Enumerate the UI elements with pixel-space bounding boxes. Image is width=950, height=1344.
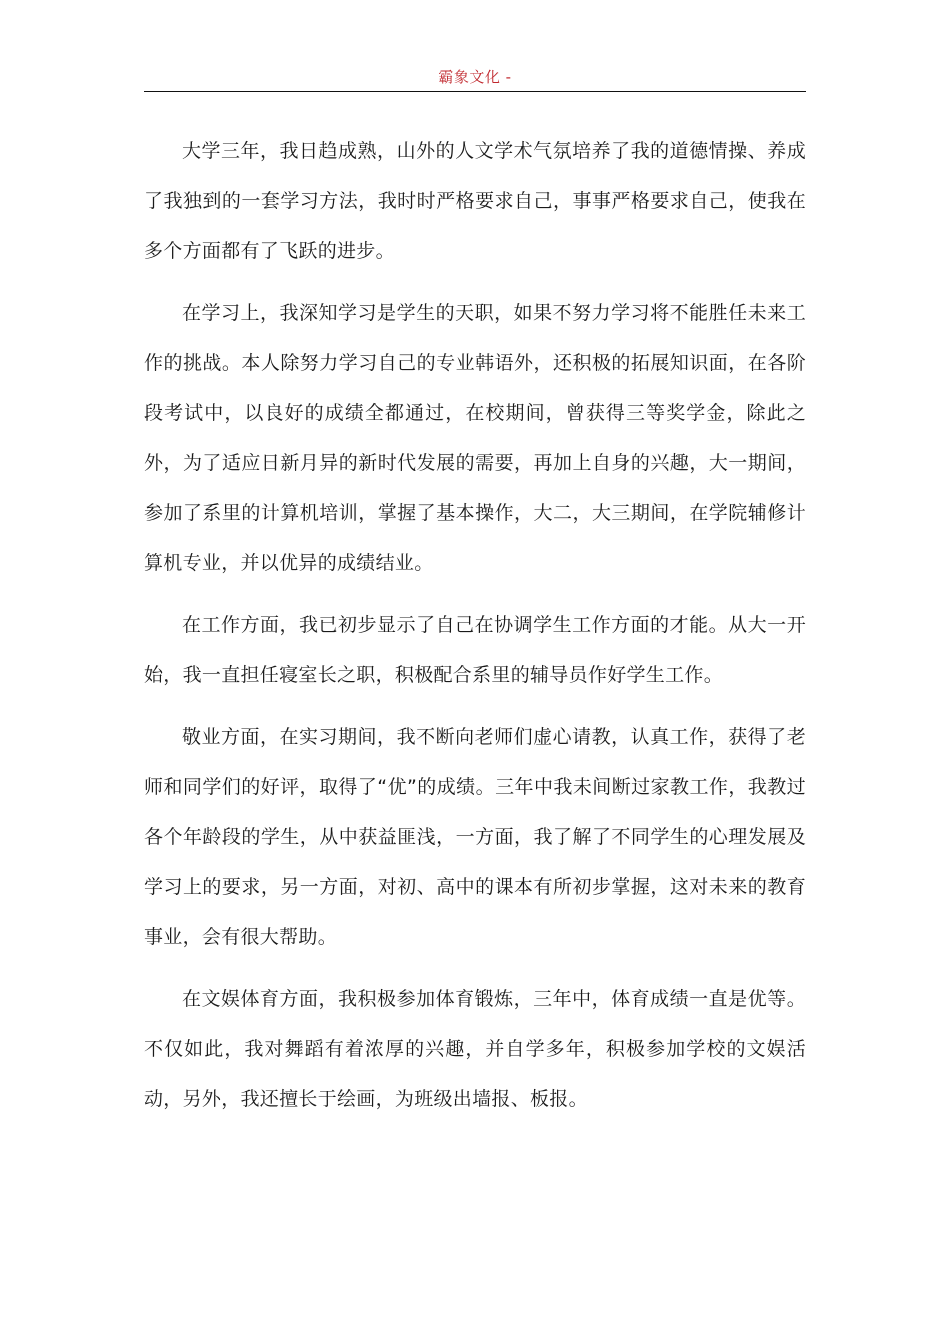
paragraph-work: 在工作方面，我已初步显示了自己在协调学生工作方面的才能。从大一开始，我一直担任寝室长之职，积极配合系里的辅导员作好学生工作。 [144,614,806,686]
paragraph-dedication: 敬业方面，在实习期间，我不断向老师们虚心请教，认真工作，获得了老师和同学们的好评，取得了“优”的成绩。三年中我未间断过家教工作，我教过各个年龄段的学生，从中获益匪浅，一方面，我了解了不同学生的心理发展及学习上的要求，另一方面，对初、高中的课本有所初步掌握，这对未来的教育事业，会有很大帮助。 [144,726,806,948]
paragraph-recreation: 在文娱体育方面，我积极参加体育锻炼，三年中，体育成绩一直是优等。不仅如此，我对舞蹈有着浓厚的兴趣，并自学多年，积极参加学校的文娱活动，另外，我还擅长于绘画，为班级出墙报、板报。 [144,988,806,1110]
document-body [144,126,806,1136]
header-title: 霸象文化 - [438,68,512,86]
paragraph-study: 在学习上，我深知学习是学生的天职，如果不努力学习将不能胜任未来工作的挑战。本人除努力学习自己的专业韩语外，还积极的拓展知识面，在各阶段考试中，以良好的成绩全都通过，在校期间，曾获得三等奖学金，除此之外，为了适应日新月异的新时代发展的需要，再加上自身的兴趣，大一期间，参加了系里的计算机培训，掌握了基本操作，大二，大三期间，在学院辅修计算机专业，并以优异的成绩结业。 [144,302,806,574]
paragraph-growth: 大学三年，我日趋成熟，山外的人文学术气氛培养了我的道德情操、养成了我独到的一套学习方法，我时时严格要求自己，事事严格要求自己，使我在多个方面都有了飞跃的进步。 [144,140,806,262]
page-header [144,66,806,92]
